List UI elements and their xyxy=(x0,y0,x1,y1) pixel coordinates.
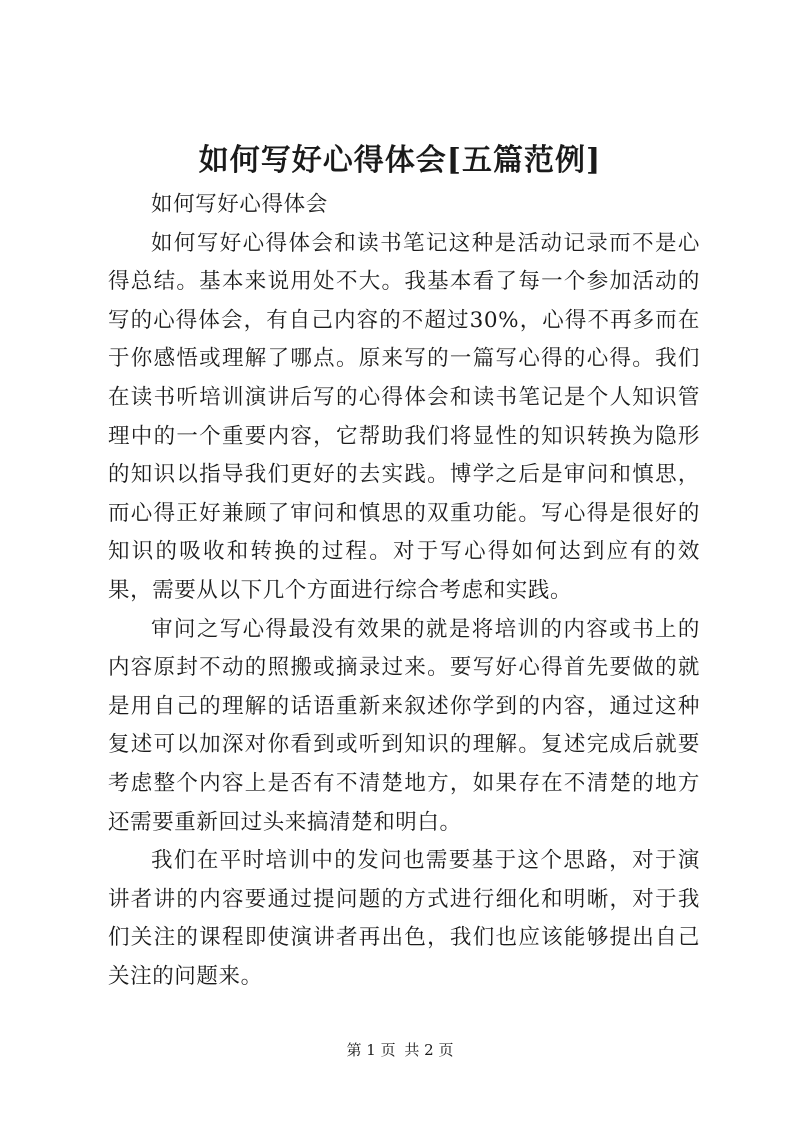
page-total: 共 2 页 xyxy=(404,1041,454,1059)
body-paragraph: 审问之写心得最没有效果的就是将培训的内容或书上的内容原封不动的照搬或摘录过来。要写好心得首先要做的就是用自己的理解的话语重新来叙述你学到的内容，通过这种复述可以加深对你看到或听到知识的理解。复述完成后就要考虑整个内容上是否有不清楚地方，如果存在不清楚的地方还需要重新回过头来搞清楚和明白。 xyxy=(108,616,700,835)
body-paragraph: 如何写好心得体会和读书笔记这种是活动记录而不是心得总结。基本来说用处不大。我基本看了每一个参加活动的写的心得体会，有自己内容的不超过30%，心得不再多而在于你感悟或理解了哪点。原来写的一篇写心得的心得。我们在读书听培训演讲后写的心得体会和读书笔记是个人知识管理中的一个重要内容，它帮助我们将显性的知识转换为隐形的知识以指导我们更好的去实践。博学之后是审问和慎思，而心得正好兼顾了审问和慎思的双重功能。写心得是很好的知识的吸收和转换的过程。对于写心得如何达到应有的效果，需要从以下几个方面进行综合考虑和实践。 xyxy=(108,230,700,603)
page-title: 如何写好心得体会[五篇范例] xyxy=(198,143,602,178)
section-heading: 如何写好心得体会 xyxy=(151,192,328,217)
page-number: 第 1 页 xyxy=(346,1041,396,1059)
document-body xyxy=(108,186,700,996)
page-footer xyxy=(0,1040,800,1060)
body-paragraph: 我们在平时培训中的发问也需要基于这个思路，对于演讲者讲的内容要通过提问题的方式进行细化和明晰，对于我们关注的课程即使演讲者再出色，我们也应该能够提出自己关注的问题来。 xyxy=(108,848,700,989)
